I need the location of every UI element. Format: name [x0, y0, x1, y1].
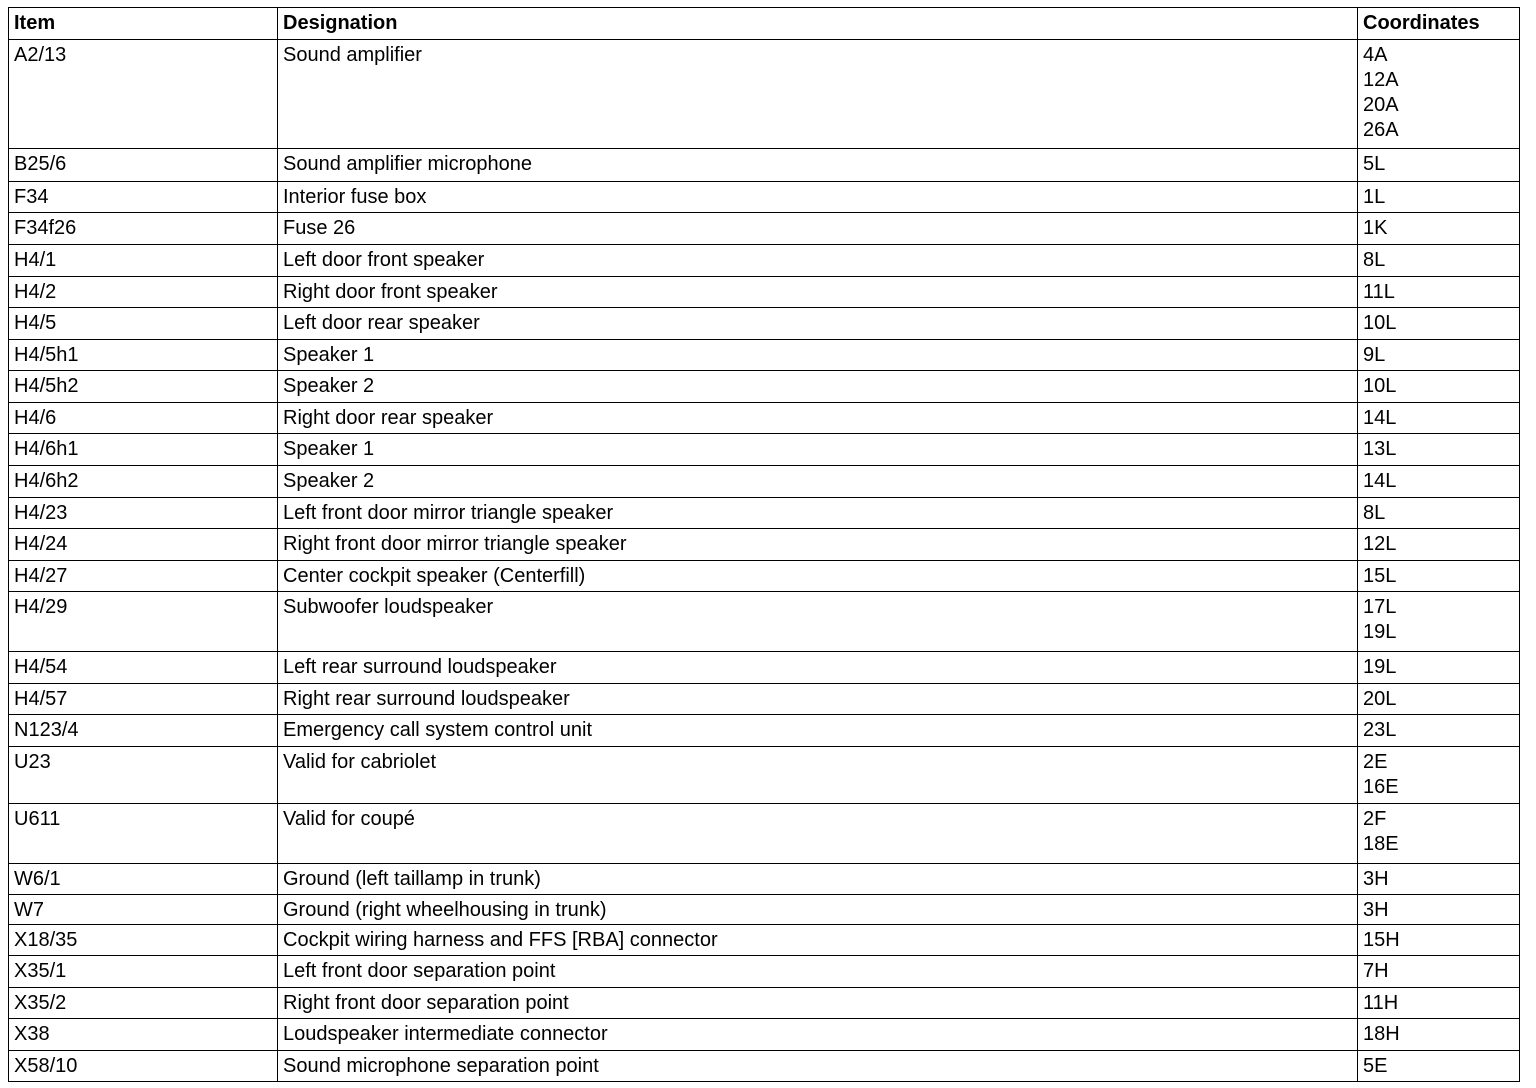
table-row — [9, 925, 1520, 956]
coordinate-value: 9L — [1363, 344, 1386, 366]
coordinate-value: 5E — [1363, 1055, 1388, 1077]
coordinate-value: 12L — [1363, 533, 1397, 555]
designation-cell: Interior fuse box — [278, 182, 1358, 213]
coordinate-value: 20A — [1363, 94, 1399, 116]
table-row — [9, 498, 1520, 529]
designation-cell: Speaker 1 — [278, 434, 1358, 466]
table-row — [9, 956, 1520, 988]
coordinates-cell — [1358, 1051, 1520, 1082]
coordinate-value: 19L — [1363, 621, 1397, 643]
coordinate-value: 23L — [1363, 719, 1397, 741]
table-row — [9, 340, 1520, 371]
item-cell: H4/27 — [9, 561, 278, 592]
coordinates-cell — [1358, 277, 1520, 308]
table-row — [9, 149, 1520, 182]
coordinates-cell — [1358, 434, 1520, 466]
item-cell: H4/23 — [9, 498, 278, 529]
table-row — [9, 40, 1520, 149]
coordinates-cell — [1358, 715, 1520, 747]
coordinate-value: 10L — [1363, 375, 1397, 397]
coordinate-value: 1L — [1363, 186, 1386, 208]
designation-cell: Right door rear speaker — [278, 403, 1358, 434]
designation-cell: Subwoofer loudspeaker — [278, 592, 1358, 652]
table-row — [9, 466, 1520, 498]
item-cell: H4/54 — [9, 652, 278, 684]
designation-cell: Speaker 2 — [278, 466, 1358, 498]
table-row — [9, 1019, 1520, 1051]
coordinate-value: 20L — [1363, 688, 1397, 710]
table-row — [9, 529, 1520, 561]
item-cell: H4/5h2 — [9, 371, 278, 403]
designation-cell: Valid for cabriolet — [278, 747, 1358, 804]
coordinate-value: 18H — [1363, 1023, 1400, 1045]
table-row — [9, 864, 1520, 895]
coordinate-value: 10L — [1363, 312, 1397, 334]
item-cell: F34 — [9, 182, 278, 213]
designation-cell: Speaker 1 — [278, 340, 1358, 371]
item-cell: U23 — [9, 747, 278, 804]
coordinates-cell — [1358, 308, 1520, 340]
coordinates-cell — [1358, 40, 1520, 149]
coordinate-value: 15L — [1363, 565, 1397, 587]
item-cell: X58/10 — [9, 1051, 278, 1082]
coordinates-cell — [1358, 182, 1520, 213]
item-cell: X38 — [9, 1019, 278, 1051]
coordinate-value: 5L — [1363, 153, 1386, 175]
designation-cell: Fuse 26 — [278, 213, 1358, 245]
designation-cell: Left front door separation point — [278, 956, 1358, 988]
coordinate-value: 26A — [1363, 119, 1399, 141]
coordinate-value: 2F — [1363, 808, 1387, 830]
item-cell: W6/1 — [9, 864, 278, 895]
item-cell: W7 — [9, 895, 278, 925]
table-row — [9, 245, 1520, 277]
table-body — [9, 40, 1520, 1082]
coordinate-value: 3H — [1363, 899, 1389, 921]
coordinates-cell — [1358, 652, 1520, 684]
coordinate-value: 13L — [1363, 438, 1397, 460]
coordinate-value: 11H — [1363, 992, 1399, 1014]
coordinates-cell — [1358, 747, 1520, 804]
item-cell: F34f26 — [9, 213, 278, 245]
table-row — [9, 277, 1520, 308]
item-cell: H4/6h2 — [9, 466, 278, 498]
item-cell: H4/29 — [9, 592, 278, 652]
designation-cell: Valid for coupé — [278, 804, 1358, 864]
coordinate-value: 14L — [1363, 407, 1397, 429]
coordinates-cell — [1358, 245, 1520, 277]
coordinates-cell — [1358, 371, 1520, 403]
header-item: Item — [9, 8, 278, 40]
table-row — [9, 371, 1520, 403]
coordinate-value: 8L — [1363, 502, 1386, 524]
item-cell: X35/2 — [9, 988, 278, 1019]
item-cell: X18/35 — [9, 925, 278, 956]
designation-cell: Center cockpit speaker (Centerfill) — [278, 561, 1358, 592]
designation-cell: Left door front speaker — [278, 245, 1358, 277]
coordinate-value: 4A — [1363, 44, 1388, 66]
designation-cell: Loudspeaker intermediate connector — [278, 1019, 1358, 1051]
item-cell: U611 — [9, 804, 278, 864]
coordinates-cell — [1358, 956, 1520, 988]
coordinate-value: 14L — [1363, 470, 1397, 492]
table-row — [9, 988, 1520, 1019]
coordinates-cell — [1358, 804, 1520, 864]
table-row — [9, 747, 1520, 804]
component-table — [8, 7, 1520, 1082]
coordinate-value: 18E — [1363, 833, 1399, 855]
designation-cell: Speaker 2 — [278, 371, 1358, 403]
designation-cell: Sound amplifier microphone — [278, 149, 1358, 182]
table-row — [9, 804, 1520, 864]
coordinate-value: 19L — [1363, 656, 1397, 678]
item-cell: H4/1 — [9, 245, 278, 277]
designation-cell: Left rear surround loudspeaker — [278, 652, 1358, 684]
header-coordinates: Coordinates — [1358, 8, 1520, 40]
coordinate-value: 16E — [1363, 776, 1399, 798]
coordinates-cell — [1358, 529, 1520, 561]
coordinates-cell — [1358, 498, 1520, 529]
coordinates-cell — [1358, 925, 1520, 956]
coordinate-value: 3H — [1363, 868, 1389, 890]
table-row — [9, 403, 1520, 434]
item-cell: H4/6h1 — [9, 434, 278, 466]
item-cell: X35/1 — [9, 956, 278, 988]
header-designation: Designation — [278, 8, 1358, 40]
coordinates-cell — [1358, 561, 1520, 592]
designation-cell: Emergency call system control unit — [278, 715, 1358, 747]
item-cell: H4/5h1 — [9, 340, 278, 371]
item-cell: H4/2 — [9, 277, 278, 308]
table-row — [9, 652, 1520, 684]
coordinates-cell — [1358, 149, 1520, 182]
coordinates-cell — [1358, 1019, 1520, 1051]
coordinate-value: 2E — [1363, 751, 1388, 773]
designation-cell: Ground (left taillamp in trunk) — [278, 864, 1358, 895]
table-row — [9, 434, 1520, 466]
coordinate-value: 15H — [1363, 929, 1400, 951]
coordinate-value: 8L — [1363, 249, 1386, 271]
coordinate-value: 1K — [1363, 217, 1388, 239]
table-row — [9, 895, 1520, 925]
coordinates-cell — [1358, 213, 1520, 245]
item-cell: H4/5 — [9, 308, 278, 340]
header-row — [9, 8, 1520, 40]
coordinates-cell — [1358, 864, 1520, 895]
table-row — [9, 213, 1520, 245]
table-row — [9, 561, 1520, 592]
designation-cell: Right door front speaker — [278, 277, 1358, 308]
coordinates-cell — [1358, 988, 1520, 1019]
coordinates-cell — [1358, 592, 1520, 652]
designation-cell: Right front door mirror triangle speaker — [278, 529, 1358, 561]
table-row — [9, 592, 1520, 652]
item-cell: H4/24 — [9, 529, 278, 561]
designation-cell: Right front door separation point — [278, 988, 1358, 1019]
table-row — [9, 308, 1520, 340]
coordinate-value: 7H — [1363, 960, 1389, 982]
designation-cell: Left door rear speaker — [278, 308, 1358, 340]
table-row — [9, 1051, 1520, 1082]
coordinates-cell — [1358, 403, 1520, 434]
coordinates-cell — [1358, 340, 1520, 371]
coordinate-value: 12A — [1363, 69, 1399, 91]
designation-cell: Sound microphone separation point — [278, 1051, 1358, 1082]
designation-cell: Cockpit wiring harness and FFS [RBA] connector — [278, 925, 1358, 956]
designation-cell: Ground (right wheelhousing in trunk) — [278, 895, 1358, 925]
item-cell: N123/4 — [9, 715, 278, 747]
coordinate-value: 11L — [1363, 281, 1395, 303]
table-row — [9, 182, 1520, 213]
item-cell: B25/6 — [9, 149, 278, 182]
designation-cell: Right rear surround loudspeaker — [278, 684, 1358, 715]
table-row — [9, 715, 1520, 747]
coordinates-cell — [1358, 466, 1520, 498]
designation-cell: Sound amplifier — [278, 40, 1358, 149]
item-cell: A2/13 — [9, 40, 278, 149]
coordinates-cell — [1358, 895, 1520, 925]
table-row — [9, 684, 1520, 715]
designation-cell: Left front door mirror triangle speaker — [278, 498, 1358, 529]
item-cell: H4/57 — [9, 684, 278, 715]
item-cell: H4/6 — [9, 403, 278, 434]
coordinate-value: 17L — [1363, 596, 1397, 618]
coordinates-cell — [1358, 684, 1520, 715]
